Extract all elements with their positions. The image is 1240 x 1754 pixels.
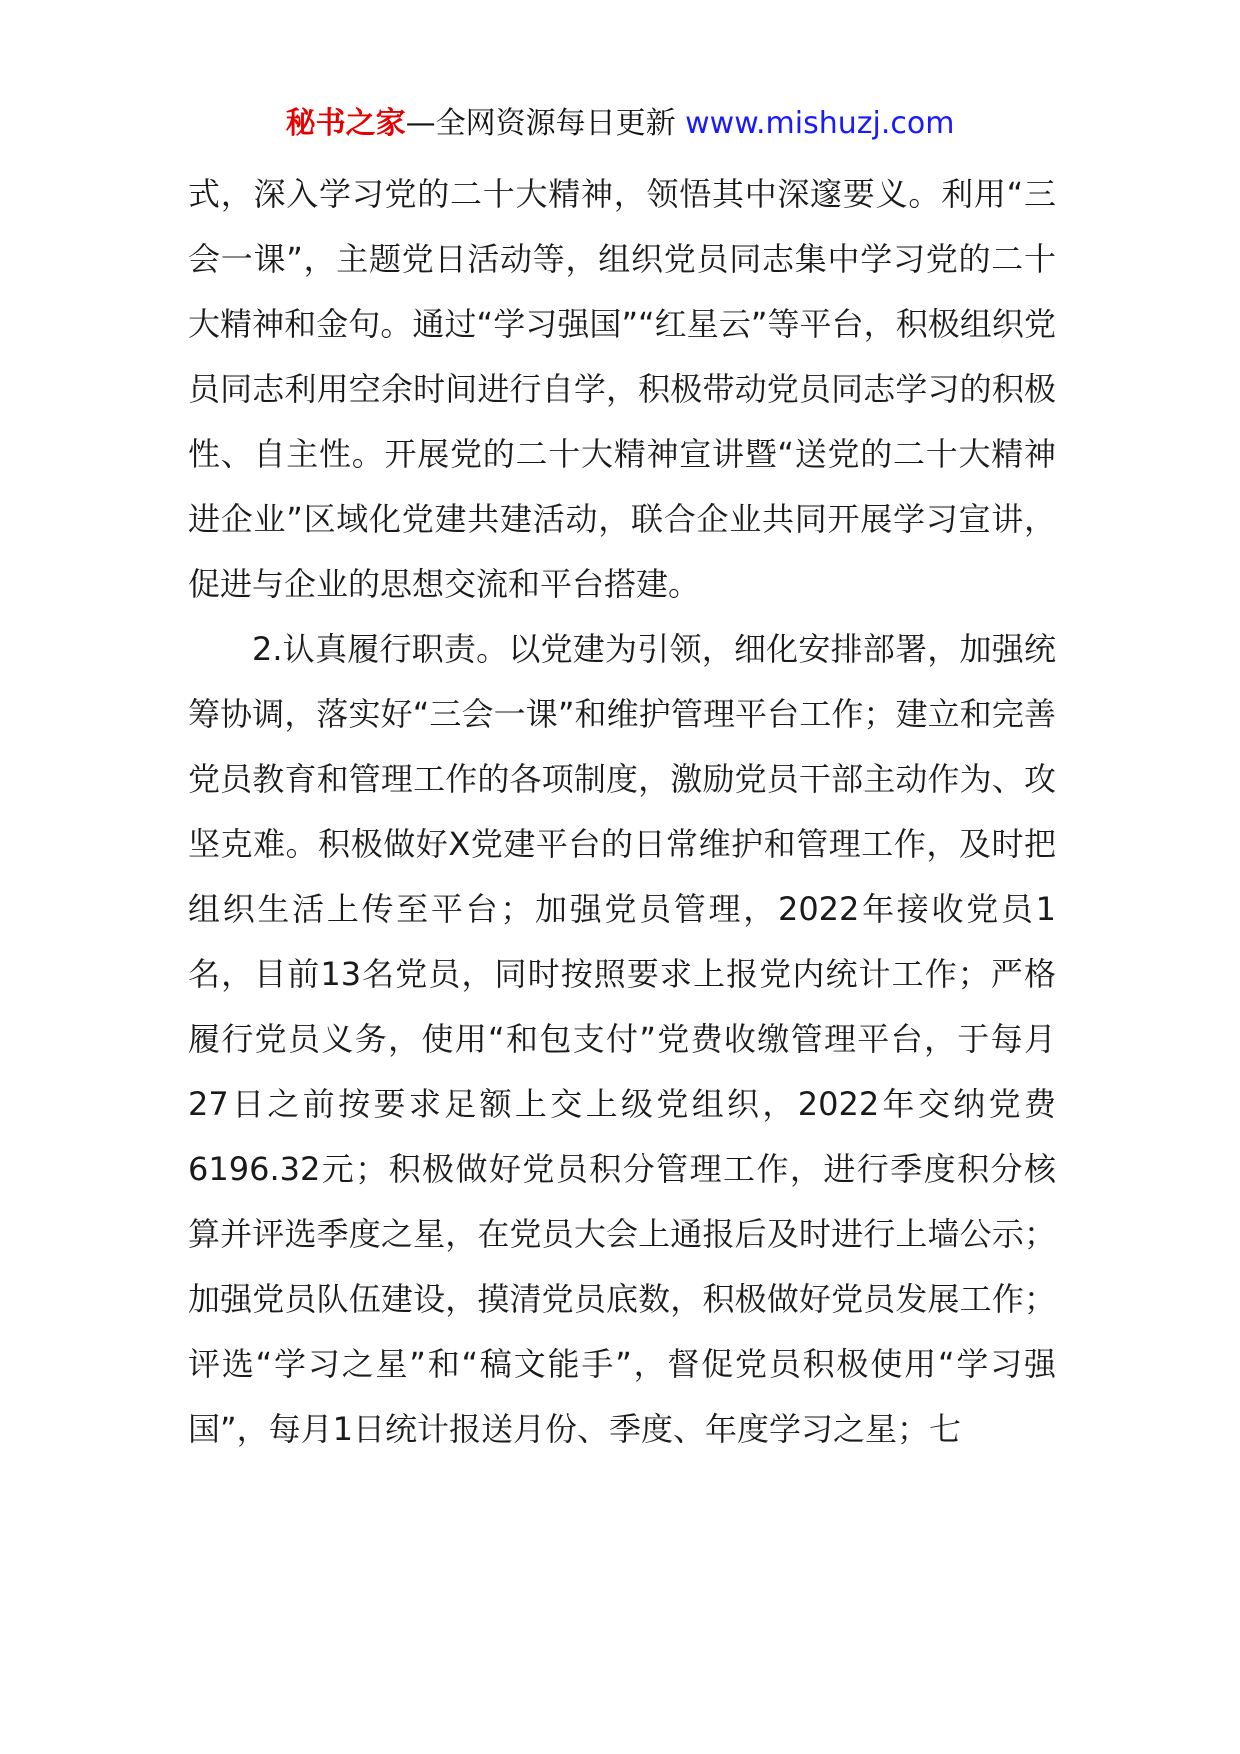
paragraph-continuation: 式，深入学习党的二十大精神，领悟其中深邃要义。利用“三会一课”，主题党日活动等，组织党员同志集中学习党的二十大精神和金句。通过“学习强国”“红星云”等平台，积极组织党员同志利用空余时间进行自学，积极带动党员同志学习的积极性、自主性。开展党的二十大精神宣讲暨“送党的二十大精神进企业”区域化党建共建活动，联合企业共同开展学习宣讲，促进与企业的思想交流和平台搭建。 — [188, 175, 1056, 603]
site-tagline: —全网资源每日更新 — [405, 106, 676, 141]
site-header — [0, 102, 1240, 146]
document-body — [188, 162, 1056, 1462]
site-brand: 秘书之家 — [285, 106, 406, 141]
paragraph-duties: 2.认真履行职责。以党建为引领，细化安排部署，加强统筹协调，落实好“三会一课”和维护管理平台工作；建立和完善党员教育和管理工作的各项制度，激励党员干部主动作为、攻坚克难。积极做好X党建平台的日常维护和管理工作，及时把组织生活上传至平台；加强党员管理，2022年接收党员1名，目前13名党员，同时按照要求上报党内统计工作；严格履行党员义务，使用“和包支付”党费收缴管理平台，于每月27日之前按要求足额上交上级党组织，2022年交纳党费6196.32元；积极做好党员积分管理工作，进行季度积分核算并评选季度之星，在党员大会上通报后及时进行上墙公示；加强党员队伍建设，摸清党员底数，积极做好党员发展工作；评选“学习之星”和“稿文能手”，督促党员积极使用“学习强国”，每月1日统计报送月份、季度、年度学习之星；七 — [188, 630, 1056, 1448]
site-url-link[interactable]: www.mishuzj.com — [685, 106, 955, 141]
